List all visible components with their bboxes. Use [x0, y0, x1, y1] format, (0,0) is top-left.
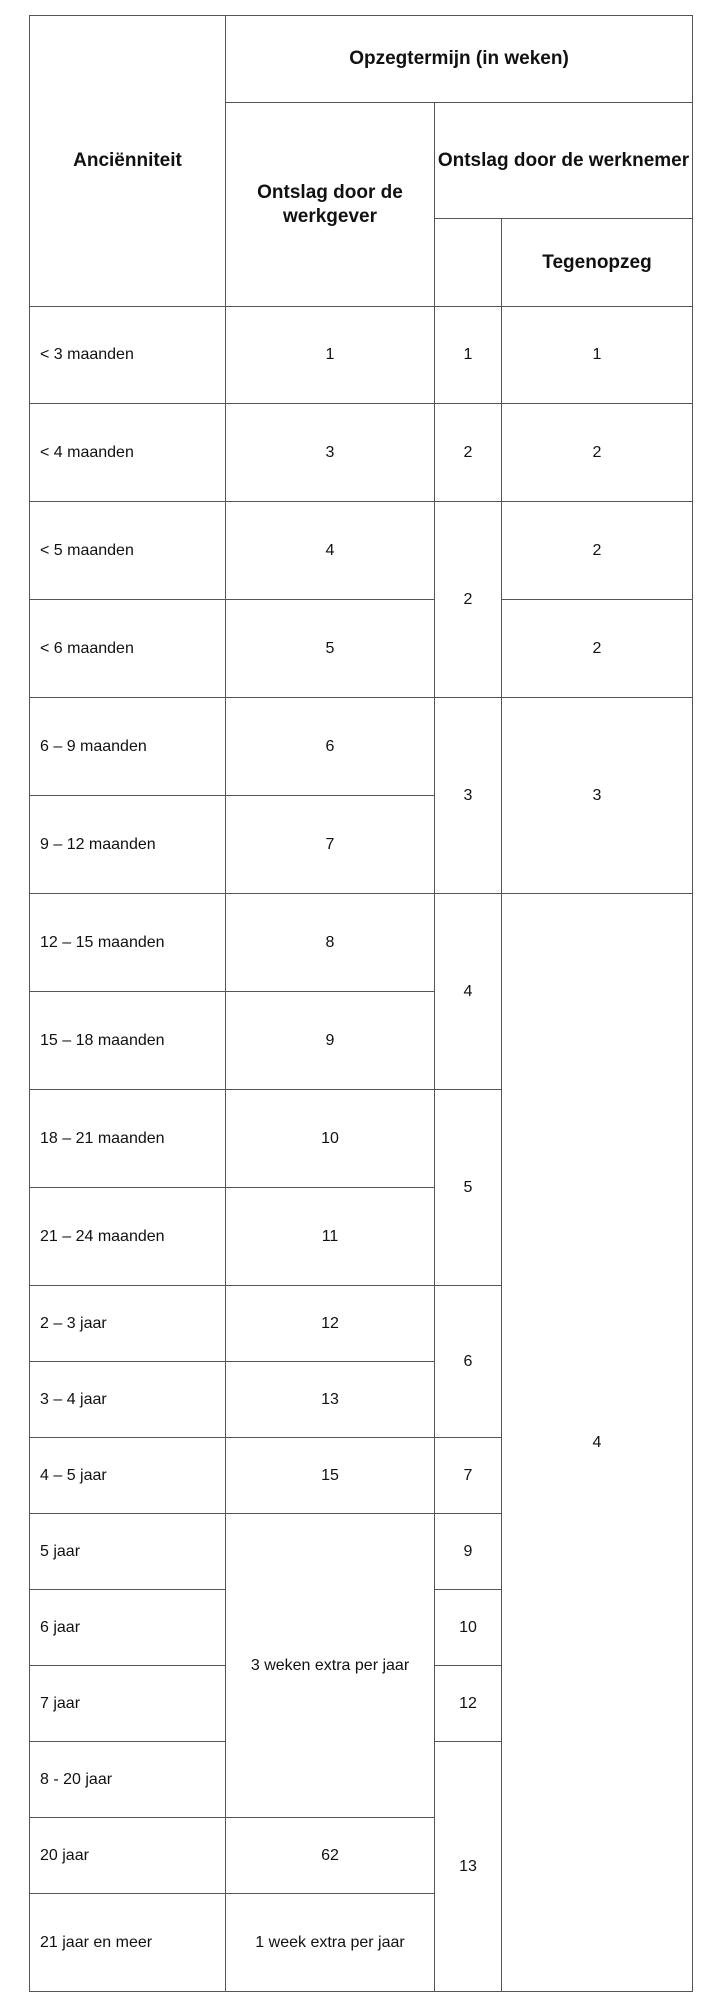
tegenopzeg-cell: 2: [502, 502, 693, 600]
header-werkgever: Ontslag door de werkgever: [226, 103, 435, 307]
header-werknemer-sub: [435, 219, 502, 307]
ancienniteit-cell: < 6 maanden: [30, 600, 226, 698]
werkgever-cell: 6: [226, 698, 435, 796]
notice-period-table: [29, 15, 693, 1992]
werknemer-cell: 12: [435, 1666, 502, 1742]
werknemer-cell: 6: [435, 1286, 502, 1438]
header-opzegtermijn: Opzegtermijn (in weken): [226, 16, 693, 103]
werknemer-cell: 10: [435, 1590, 502, 1666]
werknemer-cell: 1: [435, 307, 502, 404]
header-ancienniteit: Anciënniteit: [30, 16, 226, 307]
werkgever-cell: 15: [226, 1438, 435, 1514]
ancienniteit-cell: 3 – 4 jaar: [30, 1362, 226, 1438]
werkgever-cell: 5: [226, 600, 435, 698]
ancienniteit-cell: 21 jaar en meer: [30, 1894, 226, 1992]
ancienniteit-cell: 5 jaar: [30, 1514, 226, 1590]
ancienniteit-cell: 20 jaar: [30, 1818, 226, 1894]
tegenopzeg-cell: 2: [502, 404, 693, 502]
werknemer-cell: 5: [435, 1090, 502, 1286]
tegenopzeg-cell: 1: [502, 307, 693, 404]
werkgever-cell: 7: [226, 796, 435, 894]
ancienniteit-cell: 6 – 9 maanden: [30, 698, 226, 796]
ancienniteit-cell: 2 – 3 jaar: [30, 1286, 226, 1362]
ancienniteit-cell: 15 – 18 maanden: [30, 992, 226, 1090]
werkgever-cell: 1 week extra per jaar: [226, 1894, 435, 1992]
table-row: [30, 698, 693, 796]
ancienniteit-cell: 6 jaar: [30, 1590, 226, 1666]
werkgever-cell: 3 weken extra per jaar: [226, 1514, 435, 1818]
werknemer-cell: 4: [435, 894, 502, 1090]
werknemer-cell: 2: [435, 404, 502, 502]
table-row: [30, 600, 693, 698]
table-row: [30, 502, 693, 600]
werkgever-cell: 4: [226, 502, 435, 600]
werknemer-cell: 2: [435, 502, 502, 698]
ancienniteit-cell: 18 – 21 maanden: [30, 1090, 226, 1188]
werkgever-cell: 8: [226, 894, 435, 992]
tegenopzeg-cell: 2: [502, 600, 693, 698]
ancienniteit-cell: 4 – 5 jaar: [30, 1438, 226, 1514]
ancienniteit-cell: < 3 maanden: [30, 307, 226, 404]
werkgever-cell: 12: [226, 1286, 435, 1362]
tegenopzeg-cell: 3: [502, 698, 693, 894]
tegenopzeg-cell: 4: [502, 894, 693, 1992]
header-tegenopzeg: Tegenopzeg: [502, 219, 693, 307]
werkgever-cell: 11: [226, 1188, 435, 1286]
werkgever-cell: 1: [226, 307, 435, 404]
ancienniteit-cell: < 4 maanden: [30, 404, 226, 502]
werknemer-cell: 13: [435, 1742, 502, 1992]
werkgever-cell: 10: [226, 1090, 435, 1188]
table-row: [30, 307, 693, 404]
werknemer-cell: 3: [435, 698, 502, 894]
table-row: [30, 894, 693, 992]
ancienniteit-cell: 12 – 15 maanden: [30, 894, 226, 992]
werknemer-cell: 7: [435, 1438, 502, 1514]
werkgever-cell: 9: [226, 992, 435, 1090]
ancienniteit-cell: 8 - 20 jaar: [30, 1742, 226, 1818]
werkgever-cell: 62: [226, 1818, 435, 1894]
ancienniteit-cell: 21 – 24 maanden: [30, 1188, 226, 1286]
ancienniteit-cell: < 5 maanden: [30, 502, 226, 600]
ancienniteit-cell: 9 – 12 maanden: [30, 796, 226, 894]
werknemer-cell: 9: [435, 1514, 502, 1590]
werkgever-cell: 13: [226, 1362, 435, 1438]
ancienniteit-cell: 7 jaar: [30, 1666, 226, 1742]
werkgever-cell: 3: [226, 404, 435, 502]
header-werknemer: Ontslag door de werknemer: [435, 103, 693, 219]
table-row: [30, 404, 693, 502]
